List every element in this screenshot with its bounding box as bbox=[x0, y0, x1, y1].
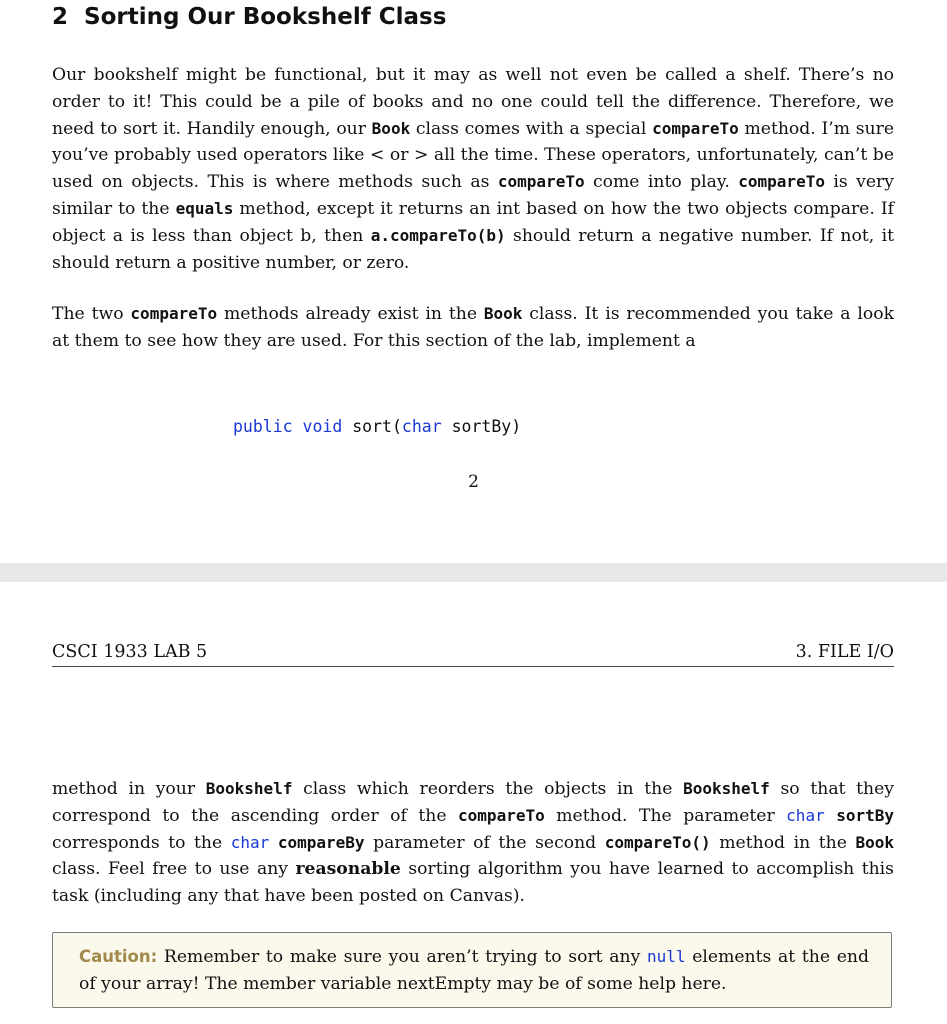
text: elements at the end of your array! The member variable nextEmpty may be of some help here. bbox=[79, 947, 869, 994]
intro-paragraph bbox=[52, 62, 894, 276]
running-header-left: CSCI 1933 LAB 5 bbox=[52, 642, 208, 662]
code-keyword: public bbox=[233, 417, 293, 436]
text: come into play. bbox=[584, 172, 739, 193]
code-null: null bbox=[647, 947, 686, 966]
text: should return a negative number. If not, it should return a positive number, or zero. bbox=[52, 225, 894, 273]
code-compareby: compareBy bbox=[277, 832, 365, 852]
text: class. It is recommended you take a look at them to see how they are used. For this section of the lab, implement a bbox=[52, 304, 894, 351]
caution-label: Caution: bbox=[79, 947, 158, 966]
text: class which reorders the objects in the bbox=[292, 779, 684, 799]
code-bookshelf: Bookshelf bbox=[683, 779, 770, 798]
text: method. I’m sure you’ve probably used operators like < or > all the time. These operators, unfortunately, can’t be used on objects. This is where methods such as bbox=[52, 118, 894, 193]
code-keyword: char bbox=[786, 805, 825, 825]
text: Remember to make sure you aren’t trying to sort any bbox=[157, 947, 648, 967]
code-method-name: sort( bbox=[352, 417, 402, 436]
text: method. The parameter bbox=[544, 805, 787, 826]
second-paragraph bbox=[52, 301, 894, 355]
code-book: Book bbox=[483, 304, 523, 323]
code-keyword: char bbox=[230, 832, 270, 852]
code-book: Book bbox=[371, 118, 411, 138]
section-heading bbox=[52, 4, 446, 30]
text: methods already exist in the bbox=[217, 304, 484, 324]
text: is very similar to the bbox=[52, 172, 894, 219]
text: The two bbox=[52, 304, 131, 324]
code-compareto: compareTo bbox=[738, 172, 825, 192]
code-parameter: sortBy) bbox=[451, 417, 522, 436]
text: Our bookshelf might be functional, but it may as well not even be called a shelf. There’s no order to it! This could be a pile of books and no one could tell the difference. Therefore, we need to sort it. Handily enough, our bbox=[52, 65, 894, 139]
text: method in your bbox=[52, 779, 206, 799]
code-compareto-call: compareTo() bbox=[604, 832, 711, 852]
code-compareto: compareTo bbox=[458, 805, 545, 825]
code-keyword: void bbox=[302, 417, 343, 436]
text: class comes with a special bbox=[410, 118, 653, 139]
emphasis-reasonable: reasonable bbox=[295, 859, 401, 880]
text: sorting algorithm you have learned to accomplish this task (including any that have been posted on Canvas). bbox=[52, 859, 894, 907]
code-a-compareto-b: a.compareTo(b) bbox=[370, 225, 506, 245]
caution-text bbox=[79, 944, 869, 998]
code-compareto: compareTo bbox=[497, 172, 585, 192]
text: method, except it returns an int based on how the two objects compare. If object a is less than object b, then bbox=[52, 198, 894, 246]
text: corresponds to the bbox=[52, 832, 231, 853]
code-compareto: compareTo bbox=[652, 118, 739, 138]
section-title: Sorting Our Bookshelf Class bbox=[84, 4, 447, 30]
text: class. Feel free to use any bbox=[52, 859, 296, 880]
header-rule bbox=[52, 666, 894, 667]
code-compareto: compareTo bbox=[130, 304, 218, 323]
code-book: Book bbox=[855, 832, 894, 852]
code-keyword: char bbox=[401, 417, 442, 436]
section-number: 2 bbox=[52, 4, 69, 30]
method-description-paragraph bbox=[52, 776, 894, 910]
text: so that they correspond to the ascending order of the bbox=[52, 779, 895, 826]
text: parameter of the second bbox=[364, 832, 605, 853]
caution-box bbox=[52, 932, 892, 1008]
code-equals: equals bbox=[175, 198, 234, 218]
code-bookshelf: Bookshelf bbox=[205, 779, 293, 798]
method-signature bbox=[233, 417, 521, 436]
text: method in the bbox=[710, 832, 856, 853]
running-header-right: 3. FILE I/O bbox=[795, 642, 894, 662]
page-number: 2 bbox=[468, 472, 479, 492]
page-separator bbox=[0, 563, 947, 582]
code-sortby: sortBy bbox=[836, 805, 894, 825]
